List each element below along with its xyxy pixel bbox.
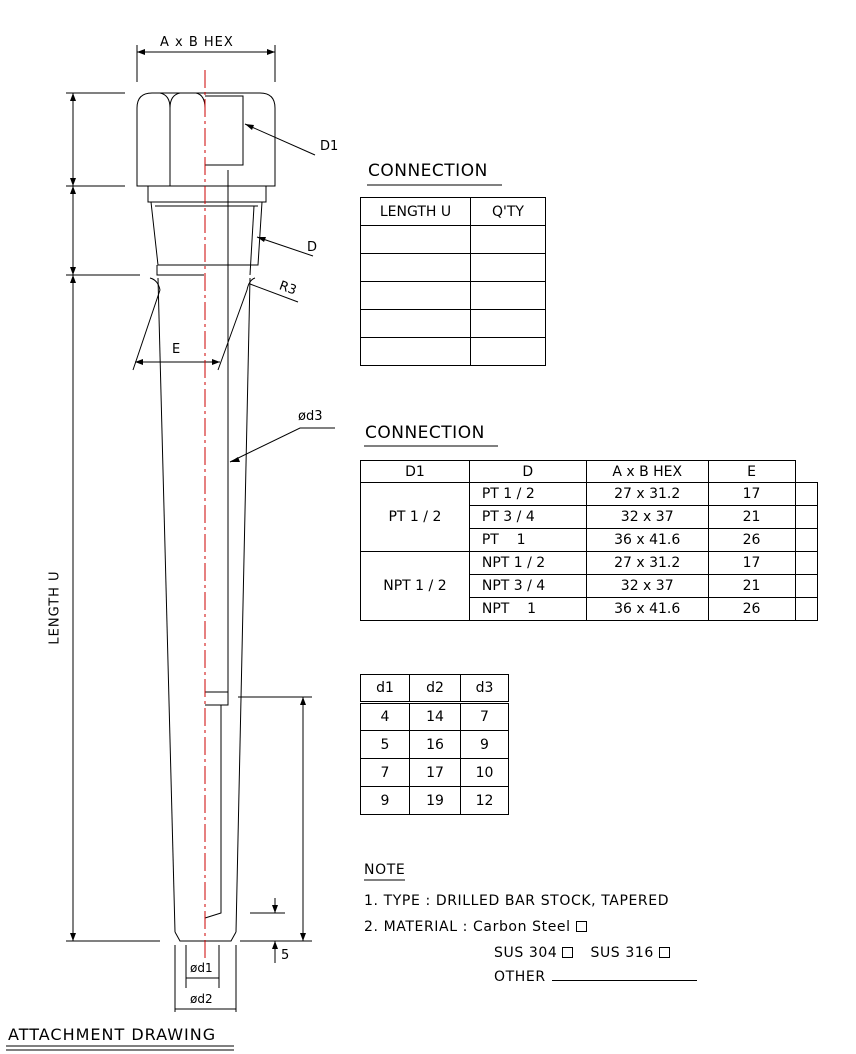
col-header: d3 [461,675,509,703]
e-label: E [172,342,181,357]
five-dim [250,898,285,963]
table-cell: 14 [410,703,461,731]
d-callout: D [307,240,318,255]
col-header: d1 [361,675,410,703]
body-left-edge [158,278,175,932]
checkbox-sus316[interactable] [659,947,670,958]
table-cell[interactable] [361,226,471,254]
five-label: 5 [281,948,290,963]
table-cell[interactable] [361,282,471,310]
table-cell: 21 [708,575,795,598]
col-header: E [708,461,795,483]
footer-title: ATTACHMENT DRAWING [8,1025,217,1044]
footer-underline [6,1046,234,1050]
table-cell: PT 1 [469,529,586,552]
table-cell: 12 [461,787,509,815]
table-cell: PT 1 / 2 [469,483,586,506]
table-cell: 16 [410,731,461,759]
table-cell: 21 [708,506,795,529]
note-sus [494,945,670,961]
col-header: D [469,461,586,483]
body-top-arc [150,278,255,290]
table-cell[interactable] [471,226,546,254]
e-extension-left [133,290,160,370]
table-cell[interactable] [471,282,546,310]
e-extension-right [218,290,247,370]
body-right-edge [236,278,250,932]
connection-table-1 [360,197,546,366]
table-cell: PT 3 / 4 [469,506,586,529]
od2-label: ød2 [190,992,213,1006]
option-other: OTHER [494,969,546,985]
table-cell[interactable] [361,254,471,282]
table-cell: 5 [361,731,410,759]
table-cell: 26 [708,529,795,552]
hex-head-facets [160,93,205,186]
note-other [494,968,697,985]
table-cell: 9 [361,787,410,815]
other-input-field[interactable] [552,968,697,981]
r3-callout: R3 [276,278,299,299]
table-cell: 9 [461,731,509,759]
table-cell[interactable] [361,310,471,338]
checkbox-carbon-steel[interactable] [576,921,587,932]
table-cell: 27 x 31.2 [586,483,708,506]
od1-label: ød1 [190,961,213,975]
hex-label: A x B HEX [160,35,234,50]
table-cell: 17 [410,759,461,787]
col-header: Q'TY [471,198,546,226]
option-sus316: SUS 316 [590,945,654,961]
bore-lower [205,705,221,918]
table-cell: 17 [708,483,795,506]
table-cell: 32 x 37 [586,506,708,529]
col-header: d2 [410,675,461,703]
table-cell [795,483,818,506]
hex-dim-line [137,45,275,82]
shoulder [148,186,266,202]
table-cell [795,506,818,529]
option-sus304: SUS 304 [494,945,558,961]
table-cell[interactable] [361,338,471,366]
table-cell [795,598,818,621]
table-cell: 36 x 41.6 [586,529,708,552]
note-type: 1. TYPE : DRILLED BAR STOCK, TAPERED [364,893,670,909]
d1-group-cell: NPT 1 / 2 [361,552,470,621]
d1-leader [245,124,315,155]
table-cell: 17 [708,552,795,575]
table-cell: NPT 1 / 2 [469,552,586,575]
table-cell: 36 x 41.6 [586,598,708,621]
connection-table-2 [360,460,818,621]
table-cell: NPT 3 / 4 [469,575,586,598]
thread-outline [151,202,262,265]
table-cell: 32 x 37 [586,575,708,598]
hex-head-outline [137,93,275,186]
length-label: LENGTH U [47,570,63,645]
d-leader [257,237,313,256]
arrow [272,905,278,949]
table-cell [795,552,818,575]
note-title: NOTE [364,862,406,878]
bore-shoulder [205,692,228,705]
note-material [364,919,587,935]
col-header: LENGTH U [361,198,471,226]
checkbox-sus304[interactable] [562,947,573,958]
table-cell: 10 [461,759,509,787]
left-ext-lines [66,93,160,941]
option-carbon-steel: Carbon Steel [473,919,571,935]
table-cell[interactable] [471,338,546,366]
col-header: A x B HEX [586,461,708,483]
blank-cell [795,461,818,483]
diameter-table [360,674,509,815]
table-cell: 7 [461,703,509,731]
col-header: D1 [361,461,470,483]
connection-title-2: CONNECTION [365,423,485,443]
table-cell[interactable] [471,310,546,338]
table-cell: 19 [410,787,461,815]
table-cell: 4 [361,703,410,731]
table-cell [795,575,818,598]
table-cell: 27 x 31.2 [586,552,708,575]
table-cell: 26 [708,598,795,621]
arrow [230,124,266,462]
table-cell: 7 [361,759,410,787]
connection-title-1: CONNECTION [368,161,488,181]
d1-group-cell: PT 1 / 2 [361,483,470,552]
hex-bore [205,96,243,165]
table-cell [795,529,818,552]
table-cell[interactable] [471,254,546,282]
d1-callout: D1 [320,139,339,154]
table-cell: NPT 1 [469,598,586,621]
od3-label: ød3 [298,409,323,424]
material-prefix: 2. MATERIAL : [364,919,474,935]
